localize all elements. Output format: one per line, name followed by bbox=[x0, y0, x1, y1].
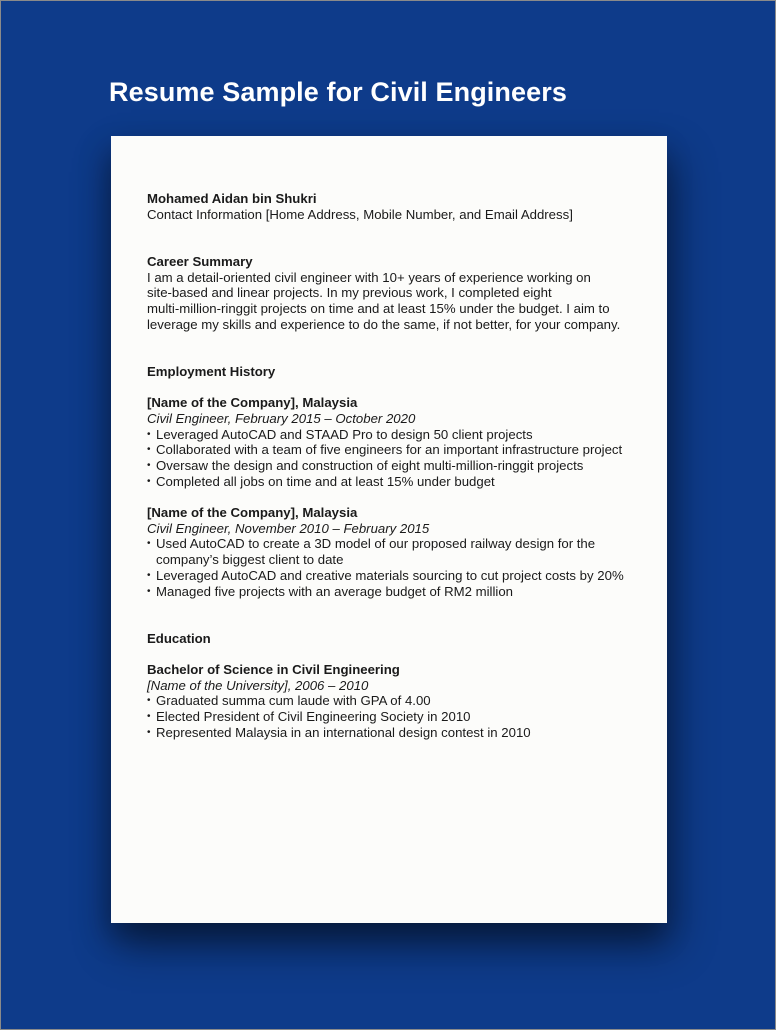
summary-line: I am a detail-oriented civil engineer with 10+ years of experience working on bbox=[147, 269, 591, 285]
education-bullet: • Graduated summa cum laude with GPA of 4.00 bbox=[147, 693, 652, 709]
job-company: [Name of the Company], Malaysia bbox=[147, 505, 358, 520]
education-bullet-list bbox=[147, 693, 652, 740]
resume-sheet bbox=[111, 136, 667, 923]
summary-line: leverage my skills and experience to do the same, if not better, for your company. bbox=[147, 316, 621, 332]
job-bullet: • Oversaw the design and construction of eight multi-million-ringgit projects bbox=[147, 458, 652, 474]
job-bullet: • Leveraged AutoCAD and creative materials sourcing to cut project costs by 20% bbox=[147, 568, 652, 584]
job-bullet: • Managed five projects with an average budget of RM2 million bbox=[147, 584, 652, 600]
education-heading: Education bbox=[147, 630, 211, 646]
job-bullet-list bbox=[147, 427, 652, 490]
job-bullet: • Used AutoCAD to create a 3D model of our proposed railway design for the company’s biggest client to date bbox=[147, 536, 596, 567]
page-title: Resume Sample for Civil Engineers bbox=[109, 77, 567, 107]
education-bullet: • Elected President of Civil Engineering Society in 2010 bbox=[147, 709, 652, 725]
contact-information: Contact Information [Home Address, Mobile Number, and Email Address] bbox=[147, 206, 573, 222]
job-bullet: • Completed all jobs on time and at least 15% under budget bbox=[147, 474, 652, 490]
job-role: Civil Engineer, February 2015 – October 2020 bbox=[147, 410, 416, 426]
job-company: [Name of the Company], Malaysia bbox=[147, 395, 358, 411]
university: [Name of the University], 2006 – 2010 bbox=[147, 677, 369, 693]
resume-content bbox=[147, 191, 652, 741]
job-bullet: • Collaborated with a team of five engineers for an important infrastructure project bbox=[147, 442, 652, 458]
summary-line: multi-million-ringgit projects on time and at least 15% under the budget. I aim to bbox=[147, 300, 610, 316]
degree: Bachelor of Science in Civil Engineering bbox=[147, 662, 400, 677]
candidate-name: Mohamed Aidan bin Shukri bbox=[147, 191, 317, 206]
education-bullet: • Represented Malaysia in an international design contest in 2010 bbox=[147, 725, 652, 741]
job-entry bbox=[147, 505, 652, 599]
job-bullet: • Leveraged AutoCAD and STAAD Pro to design 50 client projects bbox=[147, 427, 652, 443]
job-bullet-list bbox=[147, 536, 652, 599]
career-summary-heading: Career Summary bbox=[147, 253, 253, 269]
employment-history-heading: Employment History bbox=[147, 363, 276, 379]
summary-line: site-based and linear projects. In my previous work, I completed eight bbox=[147, 285, 552, 301]
job-entry bbox=[147, 395, 652, 489]
job-role: Civil Engineer, November 2010 – February 2015 bbox=[147, 520, 430, 536]
